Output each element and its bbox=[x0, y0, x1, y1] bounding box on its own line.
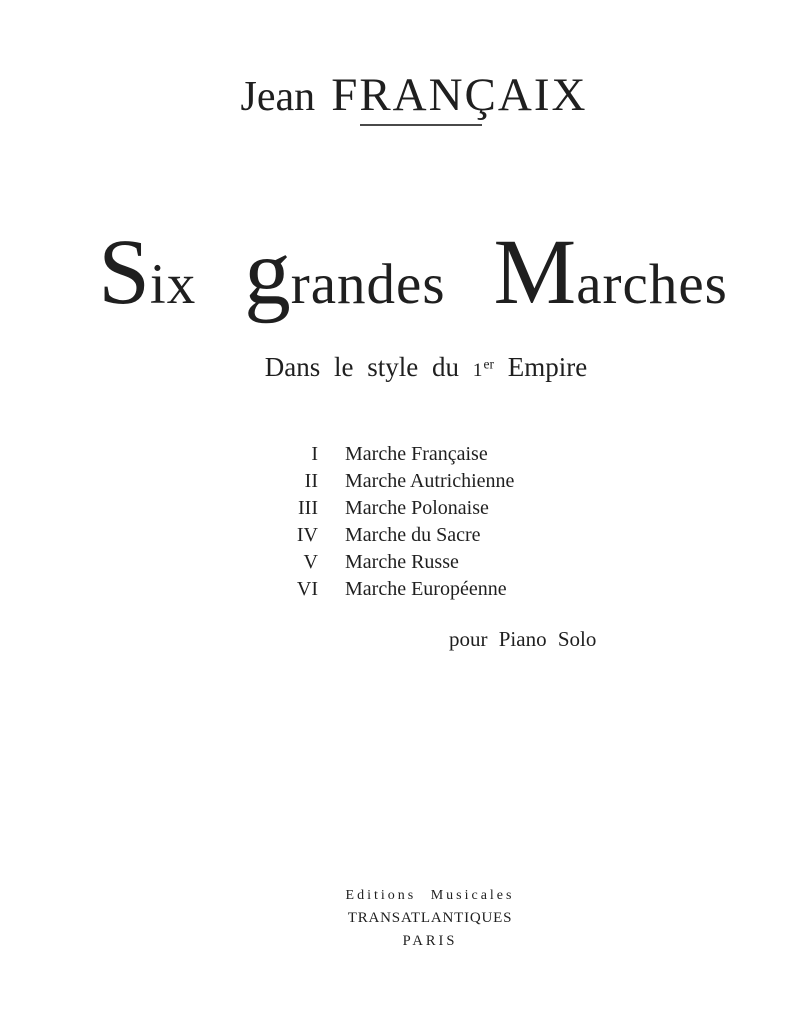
title-word-grandes-rest: randes bbox=[290, 253, 446, 316]
instrumentation-note: pour Piano Solo bbox=[449, 627, 597, 651]
movement-numeral-4: IV bbox=[296, 524, 318, 546]
movement-title-1: Marche Française bbox=[345, 443, 488, 465]
subtitle-ordinal: 1 bbox=[472, 360, 484, 381]
movement-row-2 bbox=[260, 468, 514, 495]
title-word-six bbox=[98, 221, 197, 324]
movement-numeral-3: III bbox=[298, 497, 318, 519]
publisher-block bbox=[27, 884, 806, 953]
movement-list bbox=[260, 441, 514, 603]
title-word-marches bbox=[493, 221, 728, 324]
publisher-imprint: TRANSATLANTIQUES bbox=[347, 910, 513, 926]
movement-numeral-5: V bbox=[303, 551, 318, 573]
subtitle-lead: Dans le style du bbox=[264, 352, 460, 382]
movement-row-4 bbox=[260, 522, 514, 549]
subtitle-ordinal-suffix: er bbox=[483, 356, 494, 372]
movement-numeral-1: I bbox=[311, 443, 318, 465]
composer-name bbox=[11, 68, 806, 122]
movement-title-2: Marche Autrichienne bbox=[345, 470, 515, 492]
movement-numeral-2: II bbox=[304, 470, 318, 492]
title-initial-s: S bbox=[98, 221, 150, 324]
movement-title-4: Marche du Sacre bbox=[345, 524, 481, 546]
composer-underline-rule bbox=[360, 124, 482, 126]
title-initial-m: M bbox=[493, 221, 577, 324]
publisher-name-line: Editions Musicales bbox=[345, 888, 515, 903]
subtitle-tail: Empire bbox=[507, 352, 588, 382]
movement-row-5 bbox=[260, 549, 514, 576]
title-initial-g: g bbox=[244, 221, 291, 324]
movement-title-6: Marche Européenne bbox=[345, 578, 507, 600]
movement-title-5: Marche Russe bbox=[345, 551, 459, 573]
movement-row-1 bbox=[260, 441, 514, 468]
movement-row-3 bbox=[260, 495, 514, 522]
composer-first-name: Jean bbox=[240, 74, 316, 120]
work-subtitle bbox=[23, 352, 806, 383]
movement-title-3: Marche Polonaise bbox=[345, 497, 489, 519]
work-title bbox=[10, 221, 806, 324]
publisher-city: PARIS bbox=[402, 933, 458, 949]
title-word-grandes bbox=[244, 221, 446, 324]
composer-last-name: FRANÇAIX bbox=[331, 69, 588, 121]
title-word-marches-rest: arches bbox=[576, 253, 728, 316]
movement-numeral-6: VI bbox=[296, 578, 318, 600]
title-word-six-rest: ix bbox=[149, 253, 197, 316]
movement-row-6 bbox=[260, 576, 514, 603]
